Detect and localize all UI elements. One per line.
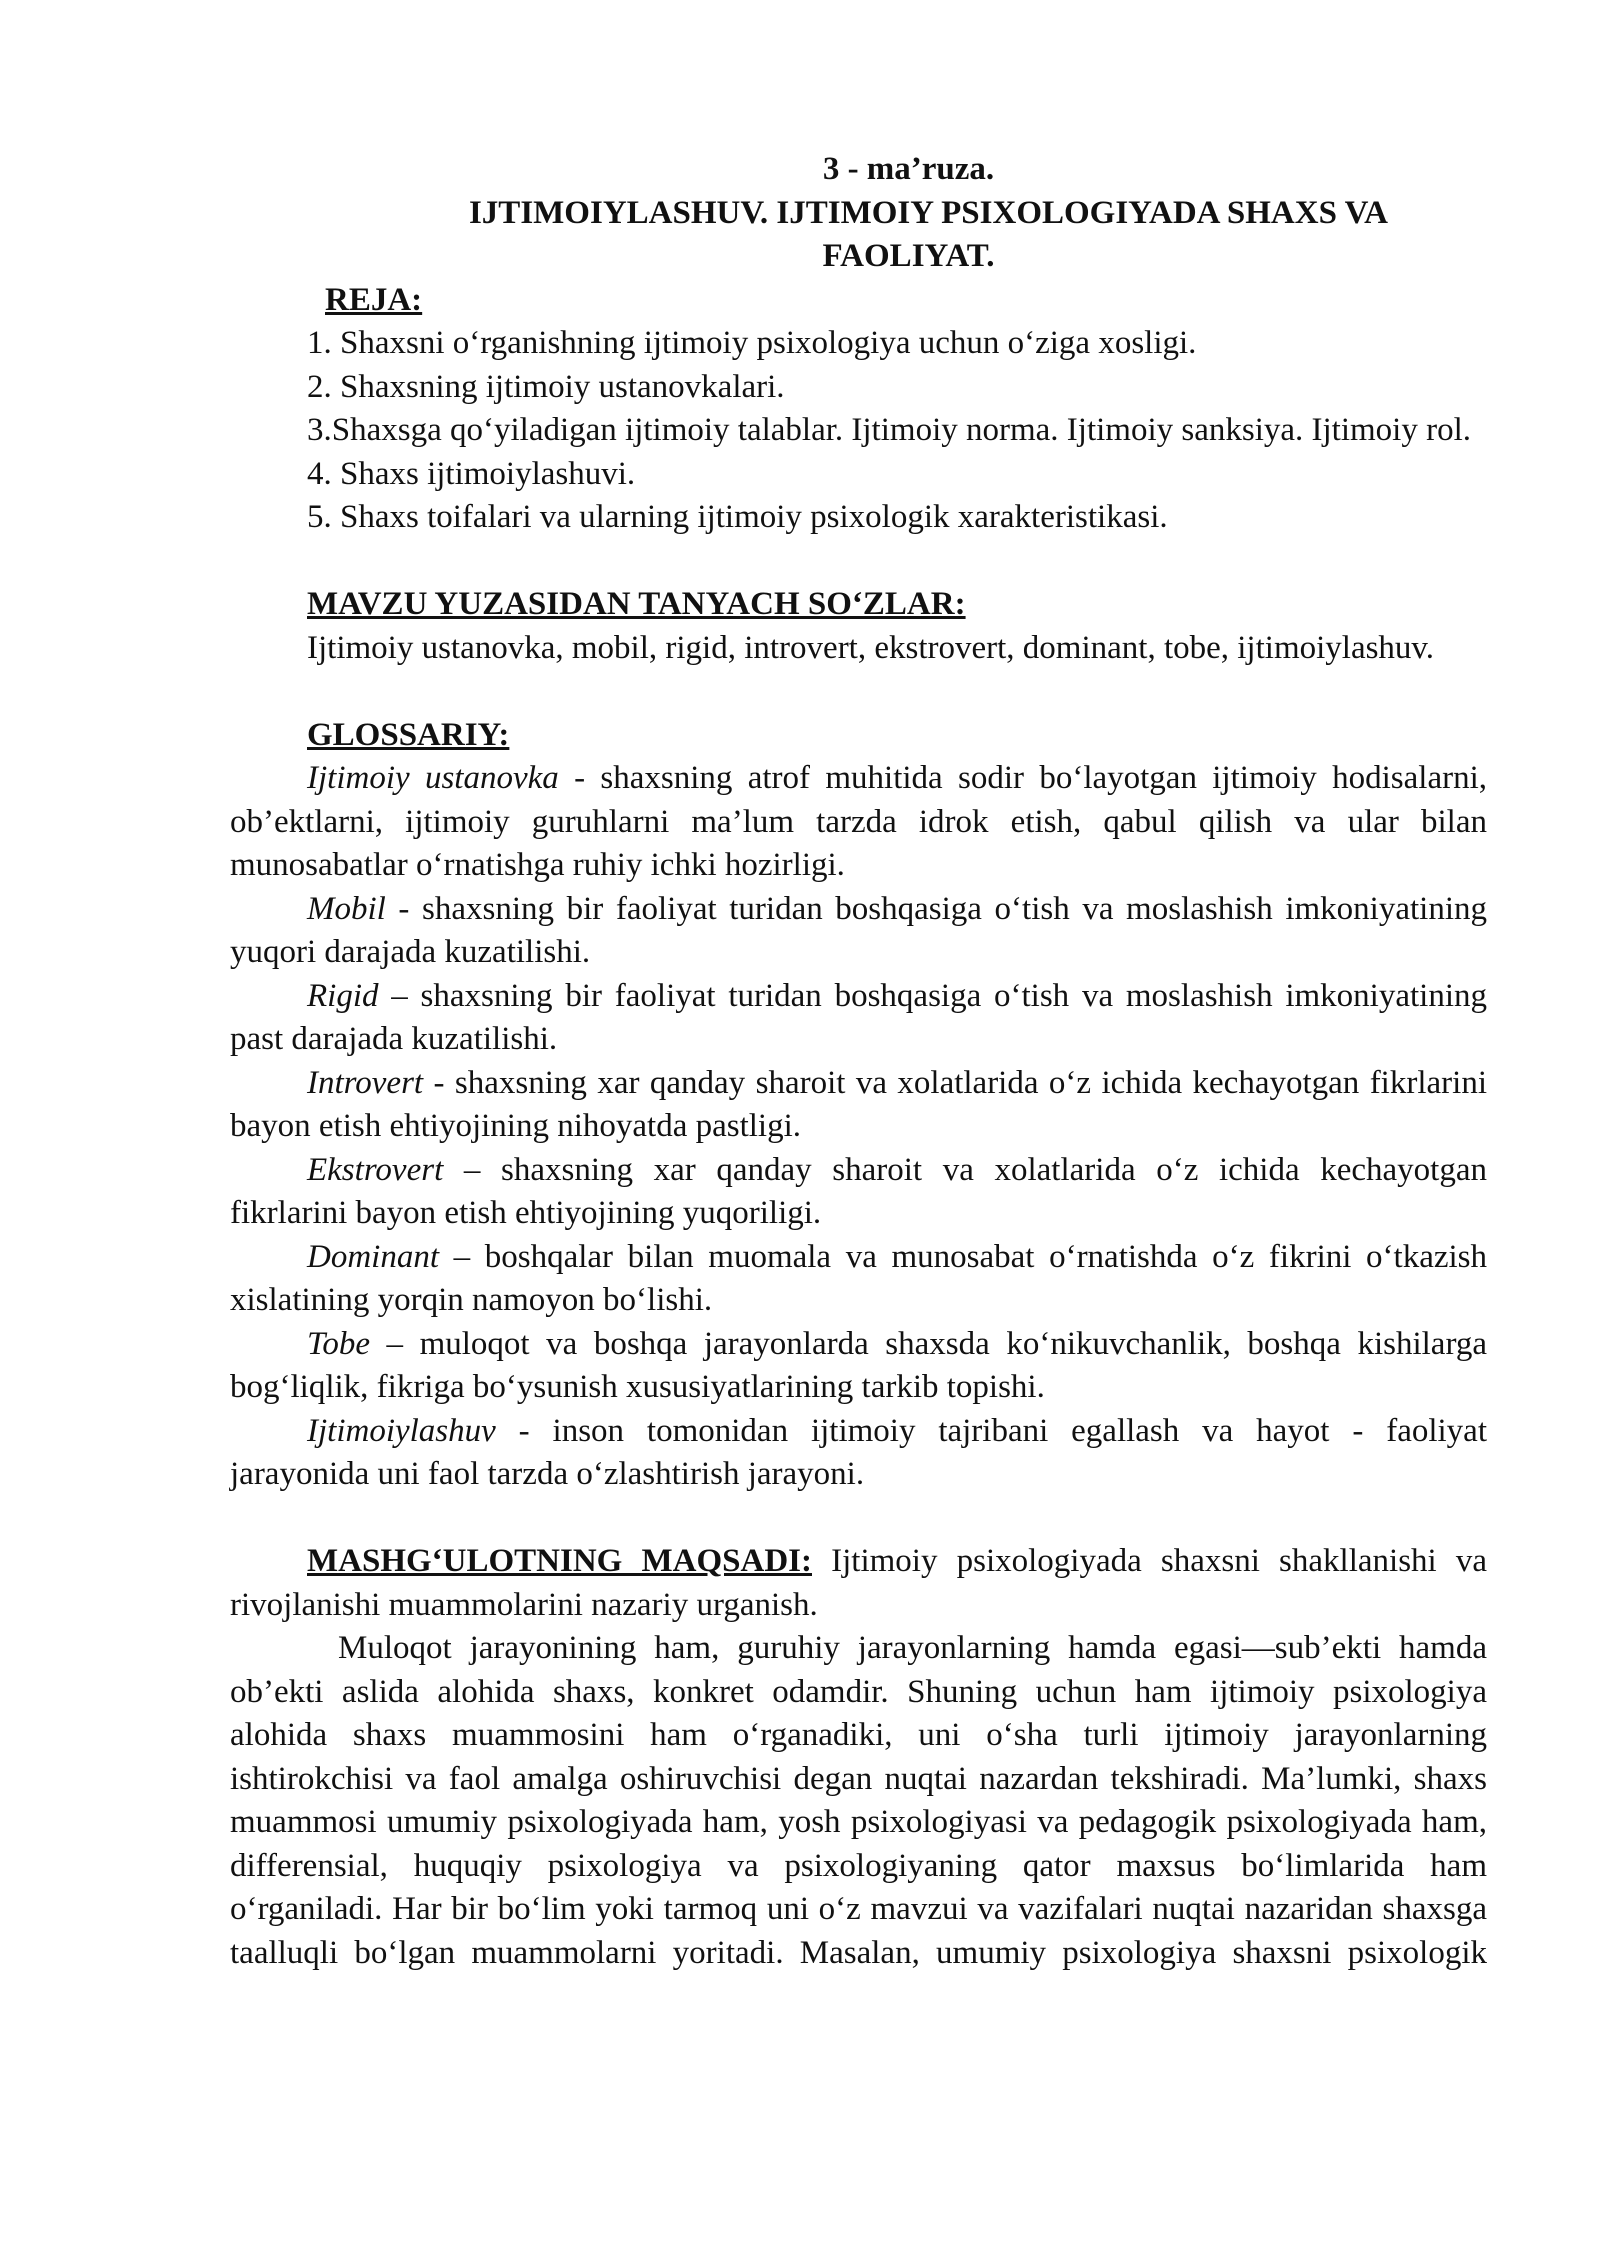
glossary-term: Rigid <box>307 977 379 1014</box>
plan-item-3: 3.Shaxsga qo‘yiladigan ijtimoiy talablar. Ijtimoiy norma. Ijtimoiy sanksiya. Ijtimoiy rol. <box>307 412 1472 448</box>
plan-item-2: 2. Shaxsning ijtimoiy ustanovkalari. <box>307 368 785 405</box>
glossary-entry <box>230 888 1487 975</box>
glossary-entry <box>230 1236 1487 1323</box>
glossary-entry <box>230 975 1487 1062</box>
glossary-entry <box>230 1149 1487 1236</box>
document-content <box>230 148 1487 1975</box>
glossary-term: Dominant <box>307 1238 439 1275</box>
glossary-definition: – muloqot va boshqa jarayonlarda shaxsda ko‘nikuvchanlik, boshqa kishilarga bog‘liqlik, fikriga bo‘ysunish xususiyatlarining tarkib topishi. <box>230 1325 1487 1405</box>
glossary-definition: – shaxsning bir faoliyat turidan boshqasiga o‘tish va moslashish imkoniyatining past darajada kuzatilishi. <box>230 977 1487 1057</box>
keywords-text: Ijtimoiy ustanovka, mobil, rigid, introvert, ekstrovert, dominant, tobe, ijtimoiylashuv. <box>307 629 1435 666</box>
body-paragraph: Muloqot jarayonining ham, guruhiy jarayonlarning hamda egasi—sub’ekti hamda ob’ekti aslida alohida shaxs, konkret odamdir. Shuning uchun ham ijtimoiy psixologiya alohida shaxs muammosini ham o‘rganadiki, uni o‘sha turli ijtimoiy jarayonlarning ishtirokchisi va faol amalga oshiruvchisi degan nuqtai nazardan tekshiradi. Ma’lumki, shaxs muammosi umumiy psixologiyada ham, yosh psixologiyasi va pedagogik psixologiyada ham, differensial, huquqiy psixologiya va psixologiyaning qator maxsus bo‘limlarida ham o‘rganiladi. Har bir bo‘lim yoki tarmoq uni o‘z mavzui va vazifalari nuqtai nazaridan shaxsga taalluqli bo‘lgan muammolarni yoritadi. Masalan, umumiy psixologiya shaxsni psixologik <box>230 1630 1487 1971</box>
glossary-definition: – boshqalar bilan muomala va munosabat o‘rnatishda o‘z fikrini o‘tkazish xislatining yorqin namoyon bo‘lishi. <box>230 1238 1487 1318</box>
lecture-title-line2: FAOLIYAT. <box>822 238 995 274</box>
goal-text: Ijtimoiy psixologiyada shaxsni shakllanishi va rivojlanishi muammolarini nazariy urganish. <box>230 1543 1487 1623</box>
goal-paragraph <box>230 1540 1487 1627</box>
glossary-definition: – shaxsning xar qanday sharoit va xolatlarida o‘z ichida kechayotgan fikrlarini bayon etish ehtiyojining yuqoriligi. <box>230 1151 1487 1231</box>
plan-item-4: 4. Shaxs ijtimoiylashuvi. <box>307 455 636 492</box>
glossary-entry <box>230 1410 1487 1497</box>
glossary-definition: - shaxsning bir faoliyat turidan boshqasiga o‘tish va moslashish imkoniyatining yuqori darajada kuzatilishi. <box>230 890 1487 970</box>
lecture-title-line1: IJTIMOIYLASHUV. IJTIMOIY PSIXOLOGIYADA SHAXS VA <box>468 194 1389 231</box>
glossary-term: Ekstrovert <box>307 1151 444 1188</box>
glossary-entry <box>230 1062 1487 1149</box>
glossary-term: Ijtimoiy ustanovka <box>307 760 559 796</box>
glossary-entry <box>230 1323 1487 1410</box>
plan-heading: REJA: <box>325 281 423 318</box>
plan-item-1: 1. Shaxsni o‘rganishning ijtimoiy psixologiya uchun o‘ziga xosligi. <box>307 325 1197 361</box>
glossary-term: Mobil <box>307 890 386 927</box>
glossary-term: Tobe <box>307 1325 370 1362</box>
glossary-definition: - inson tomonidan ijtimoiy tajribani egallash va hayot - faoliyat jarayonida uni faol tarzda o‘zlashtirish jarayoni. <box>230 1412 1487 1492</box>
plan-item-5: 5. Shaxs toifalari va ularning ijtimoiy psixologik xarakteristikasi. <box>307 499 1168 535</box>
lecture-number: 3 - ma’ruza. <box>822 151 995 187</box>
glossary-definition: - shaxsning atrof muhitida sodir bo‘layotgan ijtimoiy hodisalarni, ob’ektlarni, ijtimoiy guruhlarni ma’lum tarzda idrok etish, qabul qilish va ular bilan munosabatlar o‘rnatishga ruhiy ichki hozirligi. <box>230 760 1487 883</box>
glossary-entry <box>230 757 1487 888</box>
keywords-heading: MAVZU YUZASIDAN TANYACH SO‘ZLAR: <box>307 586 966 622</box>
goal-heading: MASHG‘ULOTNING MAQSADI: <box>307 1543 812 1579</box>
glossary-definition: - shaxsning xar qanday sharoit va xolatlarida o‘z ichida kechayotgan fikrlarini bayon etish ehtiyojining nihoyatda pastligi. <box>230 1064 1487 1144</box>
glossary-term: Introvert <box>307 1064 424 1101</box>
glossary-term: Ijtimoiylashuv <box>307 1412 496 1449</box>
glossary-heading: GLOSSARIY: <box>307 716 510 753</box>
